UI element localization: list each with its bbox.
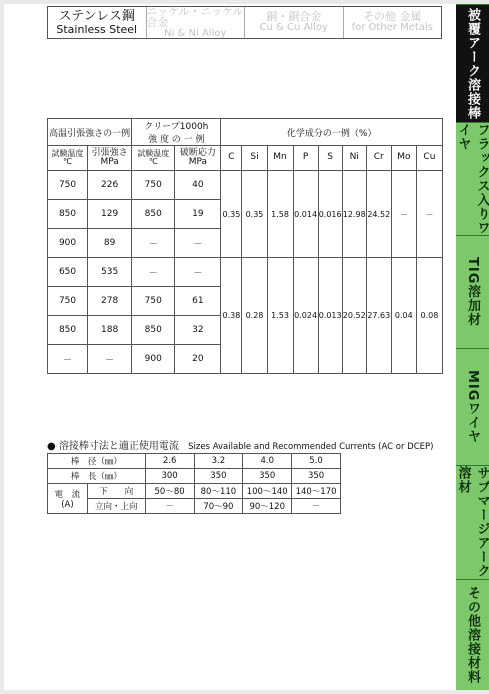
side-tabs xyxy=(456,4,489,690)
category-other-metals[interactable] xyxy=(343,7,442,38)
element-si: Si xyxy=(242,146,267,171)
tab-tig-filler[interactable] xyxy=(456,235,489,348)
sizes-section-title xyxy=(47,437,433,452)
length-label: 棒 長（㎜） xyxy=(48,469,146,484)
rupture-header-line2: MPa xyxy=(188,157,207,167)
cell: 19 xyxy=(175,200,221,229)
cell: 5.0 xyxy=(292,454,341,469)
category-label-jp: その他 金属 xyxy=(363,10,422,24)
element-cr: Cr xyxy=(366,146,391,171)
creep-temp-header-line1: 試験温度 xyxy=(137,148,170,158)
element-c: C xyxy=(221,146,242,171)
cell: 3.2 xyxy=(194,454,243,469)
category-stainless-steel[interactable] xyxy=(48,7,146,38)
tab-flux-cored-wire[interactable] xyxy=(456,122,489,235)
chem-cell: － xyxy=(416,171,442,258)
tab-label: その他溶接材料 xyxy=(465,586,480,684)
cell: 650 xyxy=(48,258,88,287)
category-label-jp: 銅・銅合金 xyxy=(266,10,322,24)
chem-cell: 0.35 xyxy=(221,171,242,258)
cell: － xyxy=(145,499,194,514)
category-nickel-alloy[interactable] xyxy=(146,4,245,39)
chem-cell: 20.52 xyxy=(342,258,366,374)
table-row xyxy=(48,258,443,287)
element-cu: Cu xyxy=(416,146,442,171)
element-mn: Mn xyxy=(267,146,293,171)
cell: 300 xyxy=(145,469,194,484)
cell: 2.6 xyxy=(145,454,194,469)
cell: 750 xyxy=(48,171,88,200)
temp-header-line1: 試験温度 xyxy=(51,148,84,158)
chem-cell: 0.016 xyxy=(318,171,342,258)
cell: 129 xyxy=(88,200,132,229)
chem-cell: － xyxy=(391,171,416,258)
cell: 61 xyxy=(175,287,221,316)
creep-header-line2: 強 度 の 一 例 xyxy=(148,135,205,145)
tab-mig-wire[interactable] xyxy=(456,348,489,465)
cell: 850 xyxy=(132,316,175,345)
cell: 850 xyxy=(48,316,88,345)
cell: 90～120 xyxy=(243,499,292,514)
element-s: S xyxy=(318,146,342,171)
tab-label: MIGワイヤ xyxy=(465,370,480,444)
sizes-table xyxy=(47,453,341,514)
current-label-line2: (A) xyxy=(61,499,74,510)
diameter-label: 棒 径（㎜） xyxy=(48,454,146,469)
cell: － xyxy=(175,229,221,258)
cell: 535 xyxy=(88,258,132,287)
category-label-en: Ni & Ni Alloy xyxy=(164,27,227,39)
cell: 50～80 xyxy=(145,484,194,499)
chem-cell: 0.08 xyxy=(416,258,442,374)
bullet-icon: ● xyxy=(47,441,56,452)
cell: 80～110 xyxy=(194,484,243,499)
rupture-header xyxy=(175,146,221,171)
cell: 750 xyxy=(132,287,175,316)
cell: － xyxy=(88,345,132,374)
cell: － xyxy=(132,258,175,287)
chem-cell: 0.28 xyxy=(242,258,267,374)
vertical-label: 立向・上向 xyxy=(87,499,145,514)
tab-submerged-arc[interactable] xyxy=(456,465,489,579)
tab-other-materials[interactable] xyxy=(456,579,489,690)
category-label-en: Stainless Steel xyxy=(56,22,138,36)
cell: 350 xyxy=(194,469,243,484)
category-copper-alloy[interactable] xyxy=(244,7,343,38)
current-label-line1: 電 流 xyxy=(54,489,81,500)
cell: 900 xyxy=(48,229,88,258)
cell: 32 xyxy=(175,316,221,345)
chem-cell: 1.58 xyxy=(267,171,293,258)
current-label xyxy=(48,484,88,514)
chem-cell: 24.52 xyxy=(366,171,391,258)
element-p: P xyxy=(293,146,318,171)
cell: － xyxy=(292,499,341,514)
sizes-title-en: Sizes Available and Recommended Currents (AC or DCEP) xyxy=(188,442,434,452)
cell: 750 xyxy=(132,171,175,200)
tab-label: 被覆アーク溶接棒 xyxy=(465,7,480,120)
strength-header-line2: MPa xyxy=(100,157,119,167)
properties-table xyxy=(47,118,443,374)
cell: 40 xyxy=(175,171,221,200)
category-label-jp: ニッケル・ニッケル合金 xyxy=(146,4,244,30)
cell: 900 xyxy=(132,345,175,374)
temp-header xyxy=(48,146,88,171)
table-row xyxy=(48,171,443,200)
tab-label: フラックス入りワイヤ xyxy=(455,123,489,235)
cell: 89 xyxy=(88,229,132,258)
cell: 140～170 xyxy=(292,484,341,499)
chem-cell: 0.013 xyxy=(318,258,342,374)
flat-label: 下 向 xyxy=(87,484,145,499)
cell: － xyxy=(48,345,88,374)
category-label-en: for Other Metals xyxy=(351,22,433,34)
chem-header: 化学成分の一例（%） xyxy=(221,119,443,146)
sizes-title-jp: 溶接棒寸法と適正使用電流 xyxy=(58,441,179,452)
cell: 850 xyxy=(48,200,88,229)
cell: 350 xyxy=(243,469,292,484)
chem-cell: 12.98 xyxy=(342,171,366,258)
strength-header-line1: 引張強さ xyxy=(91,147,128,158)
creep-header-line1: クリープ1000h xyxy=(144,122,209,132)
cell: 188 xyxy=(88,316,132,345)
creep-header xyxy=(132,119,221,146)
category-label-jp: ステンレス鋼 xyxy=(58,8,135,24)
cell: 4.0 xyxy=(243,454,292,469)
creep-temp-header xyxy=(132,146,175,171)
strength-header xyxy=(88,146,132,171)
category-header xyxy=(47,6,442,39)
chem-cell: 0.38 xyxy=(221,258,242,374)
element-mo: Mo xyxy=(391,146,416,171)
table-row xyxy=(48,469,341,484)
tensile-header: 高温引張強さの一例 xyxy=(48,119,132,146)
cell: 750 xyxy=(48,287,88,316)
cell: － xyxy=(132,229,175,258)
rupture-header-line1: 破断応力 xyxy=(179,147,216,158)
cell: 20 xyxy=(175,345,221,374)
cell: 70～90 xyxy=(194,499,243,514)
chem-cell: 1.53 xyxy=(267,258,293,374)
cell: 278 xyxy=(88,287,132,316)
chem-cell: 0.35 xyxy=(242,171,267,258)
chem-cell: 0.04 xyxy=(391,258,416,374)
table-row xyxy=(48,454,341,469)
element-ni: Ni xyxy=(342,146,366,171)
tab-label: サブマージアーク溶材 xyxy=(455,466,489,578)
tab-covered-electrode[interactable] xyxy=(456,4,489,122)
cell: 226 xyxy=(88,171,132,200)
cell: 350 xyxy=(292,469,341,484)
tab-label: TIG溶加材 xyxy=(465,257,480,327)
chem-cell: 0.014 xyxy=(293,171,318,258)
chem-cell: 0.024 xyxy=(293,258,318,374)
table-row xyxy=(48,484,341,499)
category-label-en: Cu & Cu Alloy xyxy=(259,22,328,34)
cell: 100～140 xyxy=(243,484,292,499)
cell: － xyxy=(175,258,221,287)
cell: 850 xyxy=(132,200,175,229)
table-row xyxy=(48,499,341,514)
creep-temp-header-line2: ℃ xyxy=(148,157,158,166)
temp-header-line2: ℃ xyxy=(63,157,73,166)
chem-cell: 27.63 xyxy=(366,258,391,374)
